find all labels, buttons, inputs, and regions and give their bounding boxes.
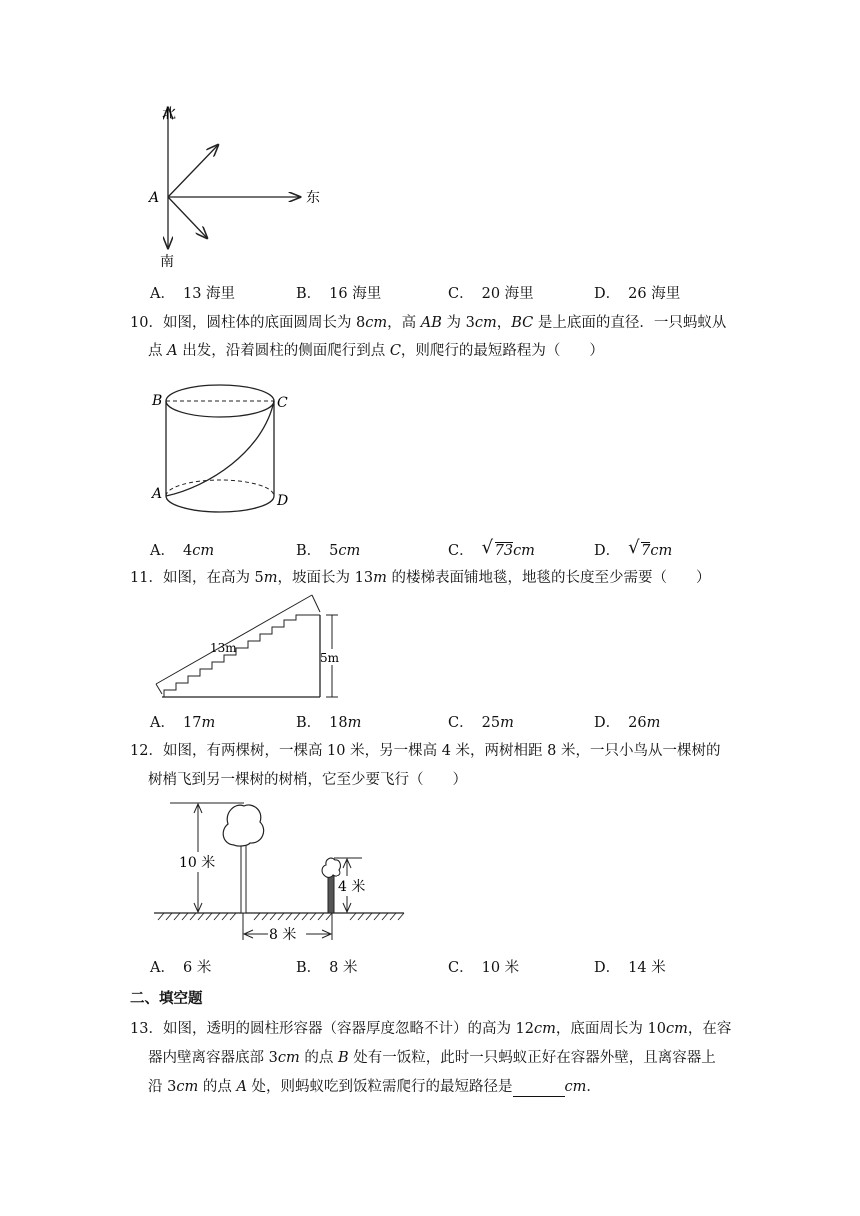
slope-label: 13m — [210, 641, 237, 655]
q11-option-d: D． 26m — [594, 715, 661, 731]
cylinder-bottom-back — [166, 480, 274, 496]
answer-blank[interactable] — [513, 1082, 565, 1097]
section-title-fill-in: 二、填空题 — [130, 990, 203, 1007]
short-tree-trunk — [328, 872, 334, 913]
q11-stem: 11．如图，在高为 5m，坡面长为 13m 的楼梯表面铺地毯，地毯的长度至少需要（ ） — [130, 570, 711, 586]
stairs — [164, 615, 320, 697]
q9-option-a: A． 13 海里 — [150, 286, 236, 302]
label-a: A — [152, 486, 163, 502]
ant-path — [166, 401, 274, 496]
q11-option-a: A． 17m — [150, 715, 216, 731]
q9-option-b: B． 16 海里 — [296, 286, 382, 302]
q12-option-b: B． 8 米 — [296, 960, 358, 976]
label-d: D — [277, 493, 289, 509]
q10-option-a: A． 4cm — [150, 543, 215, 559]
compass-figure — [140, 98, 340, 278]
short-tree-crown — [322, 858, 340, 877]
q10-option-c: C． √ 73cm — [448, 537, 535, 559]
cylinder-figure — [148, 372, 308, 522]
q10-option-b: B． 5cm — [296, 543, 361, 559]
height-label: 5m — [320, 651, 340, 665]
q13-stem-line2: 器内壁离容器底部 3cm 的点 B 处有一饭粒，此时一只蚂蚁正好在容器外壁，且离容器上 — [148, 1050, 716, 1066]
q12-option-d: D． 14 米 — [594, 960, 666, 976]
tall-tree-trunk — [241, 842, 246, 913]
south-label: 南 — [160, 254, 174, 270]
tall-tree-crown — [223, 805, 263, 846]
distance-label: 8 米 — [269, 927, 297, 943]
q11-option-c: C． 25m — [448, 715, 514, 731]
cylinder-bottom-front — [166, 496, 274, 512]
q9-option-d: D． 26 海里 — [594, 286, 681, 302]
q10-option-d: D． √ 7cm — [594, 537, 673, 559]
q13-stem-line3: 沿 3cm 的点 A 处，则蚂蚁吃到饭粒需爬行的最短路径是 cm． — [148, 1079, 601, 1095]
label-c: C — [277, 395, 288, 411]
east-label: 东 — [306, 190, 320, 206]
q11-option-b: B． 18m — [296, 715, 362, 731]
slope-line — [156, 595, 312, 684]
trees-figure — [150, 800, 420, 950]
tall-height-label: 10 米 — [179, 855, 216, 871]
q12-option-a: A． 6 米 — [150, 960, 212, 976]
q12-stem-line2: 树梢飞到另一棵树的树梢，它至少要飞行（ ） — [148, 772, 467, 788]
q9-option-c: C． 20 海里 — [448, 286, 534, 302]
short-height-label: 4 米 — [338, 879, 366, 895]
northeast-arrow — [168, 145, 218, 197]
q12-stem-line1: 12．如图，有两棵树，一棵高 10 米，另一棵高 4 米，两树相距 8 米，一只小鸟从一棵树的 — [130, 743, 721, 759]
ground-hatch — [158, 913, 404, 920]
q12-option-c: C． 10 米 — [448, 960, 520, 976]
label-b: B — [152, 393, 163, 409]
q13-stem-line1: 13．如图，透明的圆柱形容器（容器厚度忽略不计）的高为 12cm，底面周长为 10cm，在容 — [130, 1021, 732, 1037]
staircase-figure — [148, 590, 358, 710]
q10-stem-line1: 10．如图，圆柱体的底面圆周长为 8cm，高 AB 为 3cm，BC 是上底面的直径．一只蚂蚁从 — [130, 315, 727, 331]
north-label: 北 — [162, 106, 176, 122]
southeast-arrow — [168, 197, 207, 238]
q10-stem-line2: 点 A 出发，沿着圆柱的侧面爬行到点 C，则爬行的最短路程为（ ） — [148, 343, 604, 359]
point-a-label: A — [149, 190, 160, 206]
